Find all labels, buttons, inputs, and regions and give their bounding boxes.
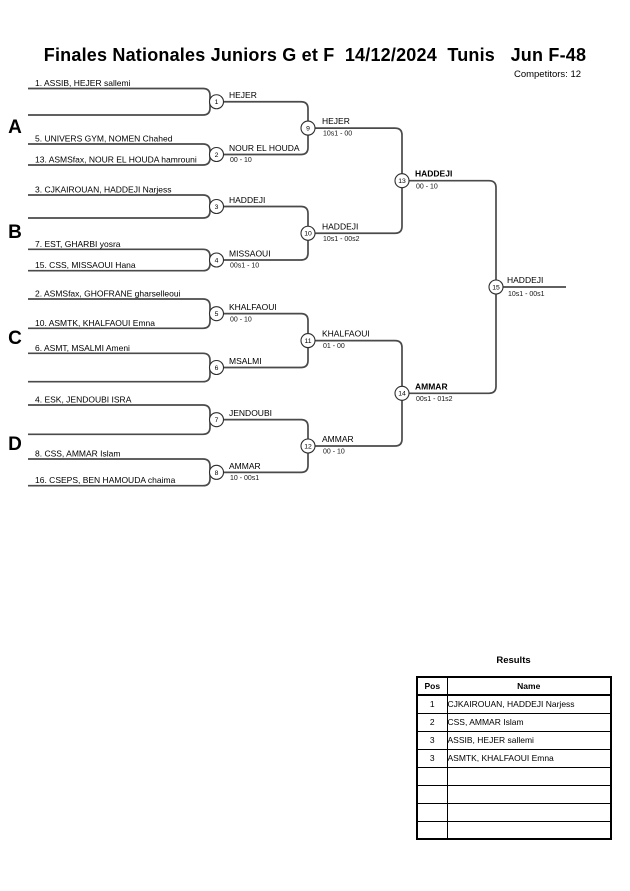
table-row (417, 713, 611, 731)
result-name: ASMTK, KHALFAOUI Emna (447, 749, 611, 767)
player-slot: 2. ASMSfax, GHOFRANE gharselleoui (35, 288, 181, 299)
winner-label: AMMAR (229, 460, 261, 471)
section-label-b: B (8, 222, 22, 243)
player-slot: 6. ASMT, MSALMI Ameni (35, 342, 130, 353)
match-number: 15 (492, 284, 500, 292)
match-score: 00 - 10 (323, 448, 345, 456)
match-number: 2 (214, 151, 219, 159)
match-number: 14 (398, 390, 406, 398)
match-15-bracket (409, 181, 496, 394)
result-pos: 3 (417, 749, 447, 767)
match-number: 6 (214, 364, 219, 372)
table-row (417, 821, 611, 839)
competitors-count: Competitors: 12 (513, 69, 582, 80)
match-number: 7 (214, 417, 219, 425)
match-score: 01 - 00 (323, 343, 345, 351)
match-number: 12 (304, 443, 312, 451)
final-winner-label: HADDEJI (507, 275, 544, 285)
result-pos: 1 (417, 695, 447, 713)
match-number: 3 (214, 203, 219, 211)
table-row (417, 785, 611, 803)
match-score: 00 - 10 (230, 157, 252, 165)
winner-label: KHALFAOUI (229, 302, 277, 313)
match-score: 10 - 00s1 (230, 475, 260, 482)
page-title: Finales Nationales Juniors G et F 14/12/2024 Tunis Jun F-48 (43, 45, 587, 65)
results-col-name: Name (447, 677, 611, 695)
result-pos (417, 803, 447, 821)
match-number: 8 (214, 469, 219, 477)
player-slot: 8. CSS, AMMAR Islam (35, 448, 121, 459)
result-pos (417, 785, 447, 803)
match-score: 00s1 - 01s2 (416, 395, 453, 403)
result-name: CJKAIROUAN, HADDEJI Narjess (447, 695, 611, 713)
match-score: 00 - 10 (416, 183, 438, 191)
result-name (447, 767, 611, 785)
match-score: 10s1 - 00 (323, 130, 353, 138)
player-slot: 13. ASMSfax, NOUR EL HOUDA hamrouni (35, 154, 197, 165)
match-number: 13 (398, 178, 406, 186)
match-13-bracket (315, 128, 402, 233)
match-score: 10s1 - 00s2 (323, 235, 360, 243)
player-slot: 3. CJKAIROUAN, HADDEJI Narjess (35, 184, 172, 195)
table-row (417, 695, 611, 713)
results-header-row (417, 677, 611, 695)
result-name: CSS, AMMAR Islam (447, 713, 611, 731)
table-row (417, 767, 611, 785)
match-score: 00s1 - 10 (230, 262, 260, 270)
table-row (417, 731, 611, 749)
winner-label: HEJER (322, 116, 350, 127)
result-pos (417, 821, 447, 839)
final-match-score: 10s1 - 00s1 (508, 291, 545, 298)
winner-label: HEJER (229, 90, 257, 101)
result-name: ASSIB, HEJER sallemi (447, 731, 611, 749)
section-label-c: C (8, 328, 22, 349)
results-title: Results (496, 655, 531, 666)
match-score: 00 - 10 (230, 316, 252, 324)
winner-label: NOUR EL HOUDA (229, 143, 300, 153)
player-slot: 7. EST, GHARBI yosra (35, 238, 121, 249)
result-pos: 3 (417, 731, 447, 749)
results-col-pos: Pos (417, 677, 447, 695)
table-row (417, 749, 611, 767)
player-slot: 5. UNIVERS GYM, NOMEN Chahed (35, 133, 173, 144)
match-number: 11 (304, 338, 312, 345)
section-label-a: A (8, 117, 22, 138)
match-6-bracket (28, 353, 210, 381)
match-1-bracket (28, 89, 210, 116)
winner-label: HADDEJI (229, 195, 266, 205)
winner-label: HADDEJI (415, 168, 453, 179)
result-name (447, 785, 611, 803)
result-name (447, 803, 611, 821)
winner-label: AMMAR (415, 381, 448, 392)
match-3-bracket (28, 195, 210, 218)
player-slot: 4. ESK, JENDOUBI ISRA (35, 394, 132, 405)
winner-label: AMMAR (322, 434, 354, 444)
player-slot: 1. ASSIB, HEJER sallemi (35, 78, 131, 88)
table-row (417, 803, 611, 821)
results-table (416, 676, 612, 840)
match-7-bracket (28, 405, 210, 434)
winner-label: JENDOUBI (229, 408, 272, 419)
result-pos: 2 (417, 713, 447, 731)
match-number: 10 (304, 230, 312, 238)
winner-label: MISSAOUI (229, 248, 271, 259)
match-number: 9 (306, 125, 310, 133)
winner-label: KHALFAOUI (322, 328, 370, 339)
result-name (447, 821, 611, 839)
result-pos (417, 767, 447, 785)
match-number: 5 (214, 311, 219, 319)
match-number: 1 (214, 99, 219, 107)
player-slot: 16. CSEPS, BEN HAMOUDA chaima (35, 475, 176, 486)
player-slot: 10. ASMTK, KHALFAOUI Emna (35, 317, 155, 328)
winner-label: HADDEJI (322, 221, 359, 232)
match-number: 4 (214, 257, 219, 265)
player-slot: 15. CSS, MISSAOUI Hana (35, 260, 136, 271)
match-14-bracket (315, 341, 402, 446)
winner-label: MSALMI (229, 356, 262, 366)
section-label-d: D (8, 434, 22, 455)
